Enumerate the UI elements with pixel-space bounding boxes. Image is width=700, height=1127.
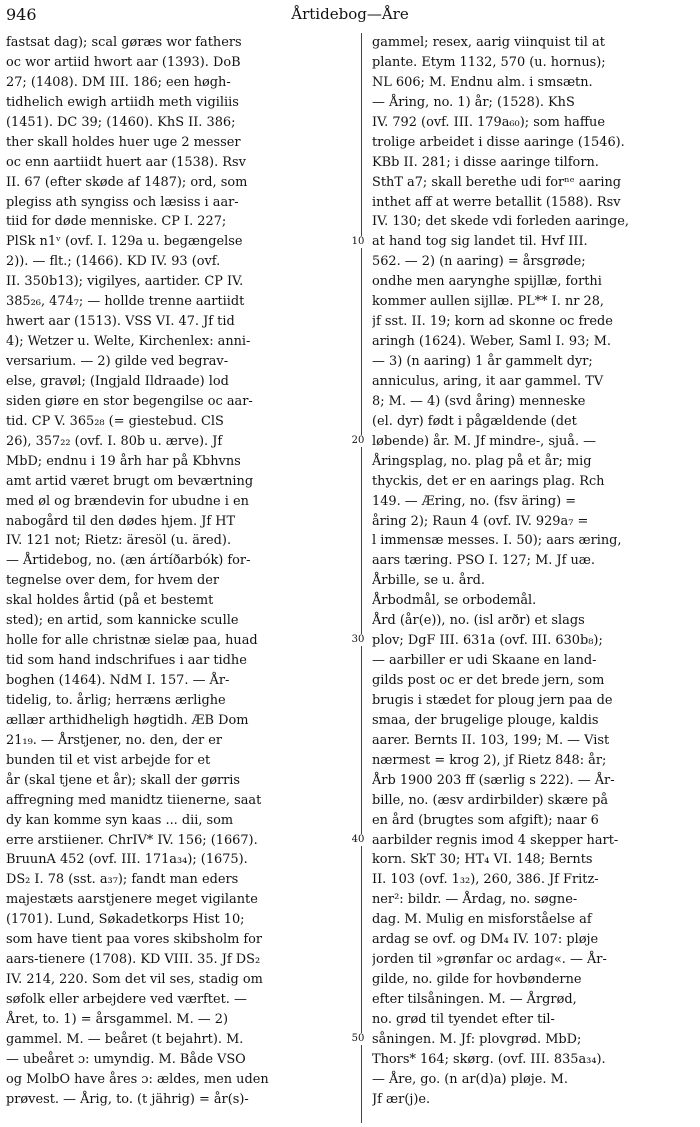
- line-marker: 10: [347, 236, 369, 248]
- text-line: ner²: bildr. — Årdag, no. søgne-: [372, 892, 578, 908]
- text-line: kommer aullen sijllæ. PL** I. nr 28,: [372, 294, 605, 310]
- text-line: plov; DgF III. 631a (ovf. III. 630b₈);: [372, 633, 603, 649]
- text-line: no. grød til tyendet efter til-: [372, 1011, 555, 1027]
- text-line: plegiss ath syngiss och læsiss i aar-: [6, 194, 239, 210]
- text-line: — aarbiller er udi Skaane en land-: [372, 653, 597, 669]
- text-line: tiid for døde menniske. CP I. 227;: [6, 214, 227, 230]
- text-line: gilds post oc er det brede jern, som: [372, 673, 605, 688]
- text-line: inthet aff at werre betallit (1588). Rsv: [372, 194, 621, 210]
- line-marker: 50: [347, 1033, 369, 1045]
- text-line: en ård (brugtes som afgift); naar 6: [372, 812, 599, 828]
- column-rule: [361, 33, 362, 1123]
- text-line: oc wor artiid hwort aar (1393). DoB: [6, 54, 241, 70]
- text-line: BruunA 452 (ovf. III. 171a₃₄); (1675).: [6, 852, 248, 868]
- text-line: MbD; endnu i 19 årh har på Kbhvns: [6, 453, 241, 469]
- text-line: år (skal tjene et år); skall der gørris: [6, 772, 241, 788]
- text-line: thyckis, det er en aarings plag. Rch: [372, 473, 605, 489]
- text-line: aars-tienere (1708). KD VIII. 35. Jf DS₂: [6, 952, 261, 968]
- line-marker: 30: [347, 634, 369, 646]
- text-line: NL 606; M. Endnu alm. i smsætn.: [372, 74, 593, 90]
- page-number: 946: [6, 5, 37, 24]
- text-line: erre arstiiener. ChrIV* IV. 156; (1667).: [6, 832, 258, 848]
- text-line: II. 103 (ovf. 1₃₂), 260, 386. Jf Fritz-: [372, 872, 599, 888]
- text-line: II. 350b13); vigilyes, aartider. CP IV.: [6, 274, 244, 290]
- running-head: Årtidebog—Åre: [291, 5, 409, 23]
- text-line: Thors* 164; skørg. (ovf. III. 835a₃₄).: [372, 1051, 606, 1067]
- text-line: løbende) år. M. Jf mindre-, sjuå. —: [372, 433, 597, 449]
- text-line: aars tæring. PSO I. 127; M. Jf uæ.: [372, 553, 596, 569]
- text-line: Ård (år(e)), no. (isl arðr) et slags: [372, 613, 585, 629]
- text-line: 2)). — flt.; (1466). KD IV. 93 (ovf.: [6, 254, 221, 270]
- text-line: Årb 1900 203 ff (særlig s 222). — År-: [372, 772, 615, 788]
- text-line: jorden til »grønfar oc ardag«. — År-: [372, 952, 607, 968]
- text-line: sted); en artid, som kannicke sculle: [6, 613, 239, 629]
- text-line: boghen (1464). NdM I. 157. — År-: [6, 673, 230, 688]
- text-line: nabogård til den dødes hjem. Jf HT: [6, 513, 236, 529]
- text-line: som have tient paa vores skibsholm for: [6, 932, 263, 948]
- text-line: nærmest = krog 2), jf Rietz 848: år;: [372, 752, 607, 768]
- text-line: (1451). DC 39; (1460). KhS II. 386;: [6, 114, 236, 130]
- text-line: majestæts aarstjenere meget vigilante: [6, 892, 258, 908]
- text-line: l immensæ messes. I. 50); aars æring,: [372, 533, 622, 549]
- text-line: 149. — Æring, no. (fsv äring) =: [372, 493, 577, 509]
- text-line: aringh (1624). Weber, Saml I. 93; M.: [372, 334, 612, 350]
- text-line: hwert aar (1513). VSS VI. 47. Jf tid: [6, 314, 235, 330]
- text-line: tegnelse over dem, for hvem der: [6, 573, 220, 589]
- text-line: tidelig, to. årlig; herræns ærlighe: [6, 692, 226, 708]
- text-line: (el. dyr) født i pågældende (det: [372, 413, 577, 429]
- text-line: — Åring, no. 1) år; (1528). KhS: [372, 94, 575, 110]
- text-line: såningen. M. Jf: plovgrød. MbD;: [372, 1031, 582, 1047]
- text-line: 8; M. — 4) (svd åring) menneske: [372, 393, 586, 409]
- text-line: bille, no. (æsv ardirbilder) skære på: [372, 792, 609, 808]
- text-line: bunden til et vist arbejde for et: [6, 752, 211, 768]
- text-line: holle for alle christnæ sielæ paa, huad: [6, 633, 258, 649]
- text-line: ardag se ovf. og DM₄ IV. 107: pløje: [372, 932, 599, 948]
- text-line: smaa, der brugelige plouge, kaldis: [372, 712, 599, 728]
- text-line: prøvest. — Årig, to. (t jährig) = år(s)-: [6, 1091, 249, 1107]
- text-line: siden giøre en stor begengilse oc aar-: [6, 393, 253, 409]
- text-line: IV. 792 (ovf. III. 179a₆₀); som haffue: [372, 114, 605, 130]
- text-line: II. 67 (efter skøde af 1487); ord, som: [6, 174, 248, 190]
- text-line: åring 2); Raun 4 (ovf. IV. 929a₇ =: [372, 513, 589, 529]
- text-line: gilde, no. gilde for hovbønderne: [372, 972, 582, 988]
- text-line: skal holdes årtid (på et bestemt: [6, 593, 214, 609]
- text-line: Jf ær(j)e.: [372, 1091, 431, 1107]
- line-marker: 40: [347, 834, 369, 846]
- left-column: [6, 33, 330, 1110]
- text-line: ondhe men aarynghe spijllæ, forthi: [372, 274, 602, 290]
- text-line: at hand tog sig landet til. Hvf III.: [372, 234, 588, 250]
- text-line: KBb II. 281; i disse aaringe tilforn.: [372, 154, 599, 170]
- text-line: gammel. M. — beåret (t bejahrt). M.: [6, 1031, 244, 1047]
- text-line: IV. 121 not; Rietz: äresöl (u. äred).: [6, 533, 232, 549]
- text-line: DS₂ I. 78 (sst. a₃₇); fandt man eders: [6, 872, 239, 888]
- text-line: affregning med manidtz tiienerne, saat: [6, 792, 262, 808]
- text-line: korn. SkT 30; HT₄ VI. 148; Bernts: [372, 852, 593, 868]
- text-line: (1701). Lund, Søkadetkorps Hist 10;: [6, 912, 245, 928]
- text-line: tid som hand indschrifues i aar tidhe: [6, 653, 247, 669]
- text-line: brugis i stædet for ploug jern paa de: [372, 692, 613, 708]
- text-line: 21₁₉. — Årstjener, no. den, der er: [6, 732, 223, 748]
- text-line: 4); Wetzer u. Welte, Kirchenlex: anni-: [6, 334, 251, 350]
- text-line: aarer. Bernts II. 103, 199; M. — Vist: [372, 732, 610, 748]
- text-line: oc enn aartiidt huert aar (1538). Rsv: [6, 154, 246, 170]
- text-line: efter tilsåningen. M. — Årgrød,: [372, 992, 577, 1007]
- text-line: ællær arthidheligh høgtidh. ÆB Dom: [6, 712, 249, 728]
- line-marker: 20: [347, 435, 369, 447]
- text-line: søfolk eller arbejdere ved værftet. —: [6, 992, 247, 1007]
- page-header: [0, 0, 700, 30]
- text-line: Årbodmål, se orbodemål.: [372, 593, 537, 609]
- text-line: 385₂₆, 474₇; — hollde trenne aartiidt: [6, 294, 245, 310]
- text-line: — ubeåret ɔ: umyndig. M. Både VSO: [6, 1051, 246, 1067]
- text-line: jf sst. II. 19; korn ad skonne oc frede: [372, 314, 613, 330]
- text-line: dag. M. Mulig en misforståelse af: [372, 912, 592, 928]
- text-line: og MolbO have åres ɔ: ældes, men uden: [6, 1071, 269, 1087]
- text-line: Året, to. 1) = årsgammel. M. — 2): [6, 1011, 229, 1027]
- text-line: IV. 214, 220. Som det vil ses, stadig om: [6, 972, 263, 988]
- text-line: Åringsplag, no. plag på et år; mig: [372, 453, 592, 469]
- text-line: ther skall holdes huer uge 2 messer: [6, 134, 241, 150]
- text-line: med øl og brændevin for ubudne i en: [6, 493, 249, 509]
- text-line: 26), 357₂₂ (ovf. I. 80b u. ærve). Jf: [6, 433, 223, 449]
- text-line: versarium. — 2) gilde ved begrav-: [6, 354, 229, 369]
- text-line: — Årtidebog, no. (æn ártíðarbók) for-: [6, 553, 251, 569]
- text-line: PlSk n1ᵛ (ovf. I. 129a u. begængelse: [6, 234, 243, 250]
- text-line: — Åre, go. (n ar(d)a) pløje. M.: [372, 1071, 568, 1087]
- text-line: plante. Etym 1132, 570 (u. hornus);: [372, 54, 606, 70]
- text-line: — 3) (n aaring) 1 år gammelt dyr;: [372, 354, 593, 369]
- text-line: anniculus, aring, it aar gammel. TV: [372, 373, 604, 389]
- text-line: tid. CP V. 365₂₈ (= giestebud. ClS: [6, 413, 224, 429]
- text-line: 27; (1408). DM III. 186; een høgh-: [6, 74, 231, 90]
- text-line: dy kan komme syn kaas ... dii, som: [6, 812, 234, 828]
- text-line: else, gravøl; (Ingjald Ildraade) lod: [6, 373, 229, 389]
- text-line: aarbilder regnis imod 4 skepper hart-: [372, 832, 619, 848]
- text-line: tidhelich ewigh artiidh meth vigiliis: [6, 94, 239, 110]
- text-line: gammel; resex, aarig viinquist til at: [372, 35, 605, 50]
- text-line: IV. 130; det skede vdi forleden aaringe,: [372, 214, 629, 230]
- text-line: 562. — 2) (n aaring) = årsgrøde;: [372, 254, 586, 270]
- text-line: trolige arbeidet i disse aaringe (1546).: [372, 134, 625, 150]
- text-line: SthT a7; skall berethe udi forⁿᵉ aaring: [372, 174, 622, 190]
- text-line: Årbille, se u. ård.: [372, 573, 485, 589]
- text-line: amt artid været brugt om beværtning: [6, 473, 254, 489]
- text-line: fastsat dag); scal gøræs wor fathers: [6, 35, 242, 50]
- right-column: [372, 33, 696, 1110]
